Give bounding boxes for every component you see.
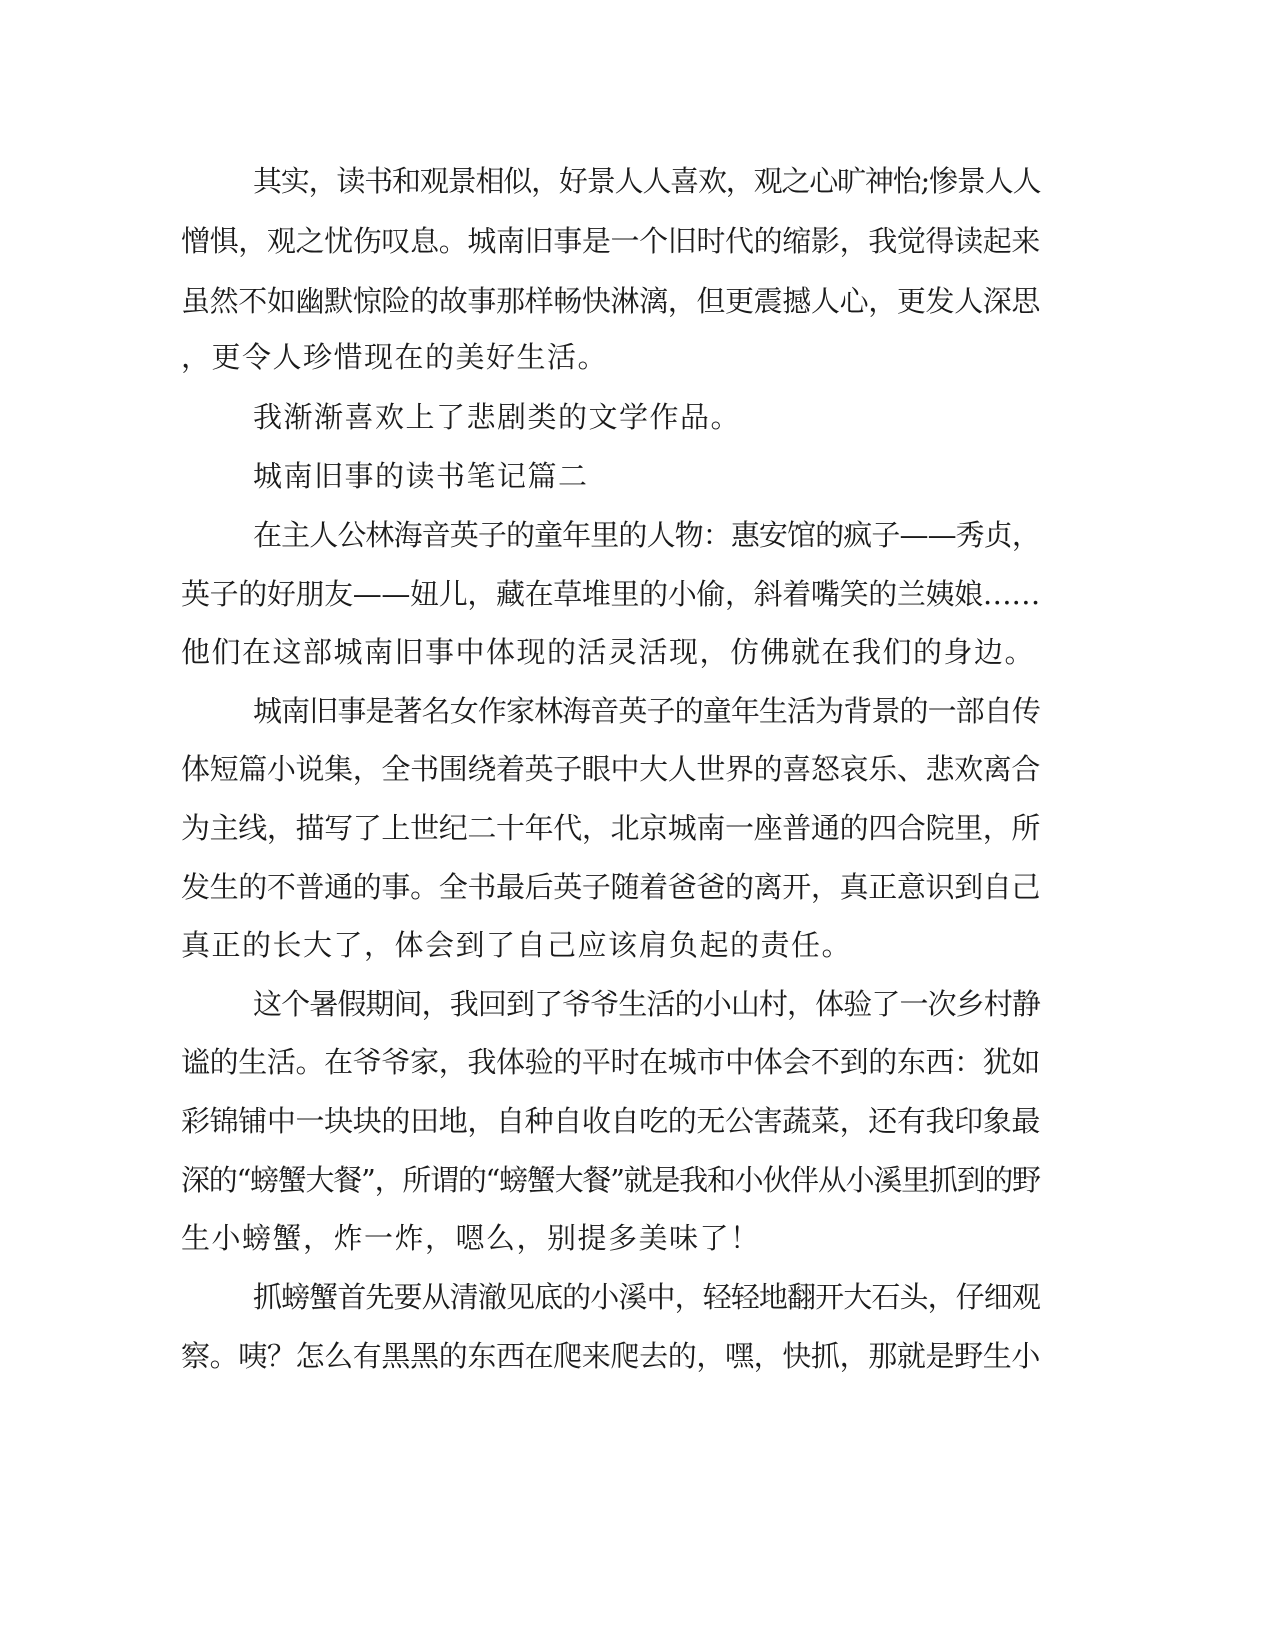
text-line: 为主线，描写了上世纪二十年代，北京城南一座普通的四合院里，所 [181, 811, 1041, 845]
text-line: 其实，读书和观景相似，好景人人喜欢，观之心旷神怡;惨景人人 [253, 164, 1041, 198]
text-line: 发生的不普通的事。全书最后英子随着爸爸的离开，真正意识到自己 [181, 870, 1041, 904]
text-line: ，更令人珍惜现在的美好生活。 [181, 340, 609, 374]
text-line: 察。咦？怎么有黑黑的东西在爬来爬去的，嘿，快抓，那就是野生小 [181, 1339, 1041, 1373]
text-line: 谧的生活。在爷爷家，我体验的平时在城市中体会不到的东西：犹如 [181, 1045, 1041, 1079]
text-line: 在主人公林海音英子的童年里的人物：惠安馆的疯子——秀贞， [253, 518, 1041, 552]
text-line: 英子的好朋友——妞儿，藏在草堆里的小偷，斜着嘴笑的兰姨娘…… [181, 577, 1041, 611]
text-line: 我渐渐喜欢上了悲剧类的文学作品。 [253, 400, 742, 434]
section-heading: 城南旧事的读书笔记篇二 [253, 459, 589, 493]
text-line: 生小螃蟹，炸一炸，嗯么，别提多美味了！ [181, 1221, 761, 1255]
text-line: 深的“螃蟹大餐”，所谓的“螃蟹大餐”就是我和小伙伴从小溪里抓到的野 [181, 1163, 1040, 1197]
text-line: 憎惧，观之忧伤叹息。城南旧事是一个旧时代的缩影，我觉得读起来 [181, 224, 1041, 258]
text-line: 虽然不如幽默惊险的故事那样畅快淋漓，但更震撼人心，更发人深思 [181, 284, 1041, 318]
text-line: 真正的长大了，体会到了自己应该肩负起的责任。 [181, 928, 853, 962]
text-line: 彩锦铺中一块块的田地，自种自收自吃的无公害蔬菜，还有我印象最 [181, 1104, 1041, 1138]
text-line: 抓螃蟹首先要从清澈见底的小溪中，轻轻地翻开大石头，仔细观 [253, 1280, 1041, 1314]
text-line: 他们在这部城南旧事中体现的活灵活现，仿佛就在我们的身边。 [181, 635, 1036, 669]
text-line: 体短篇小说集，全书围绕着英子眼中大人世界的喜怒哀乐、悲欢离合 [181, 752, 1041, 786]
text-line: 城南旧事是著名女作家林海音英子的童年生活为背景的一部自传 [253, 694, 1041, 728]
text-line: 这个暑假期间，我回到了爷爷生活的小山村，体验了一次乡村静 [253, 987, 1041, 1021]
